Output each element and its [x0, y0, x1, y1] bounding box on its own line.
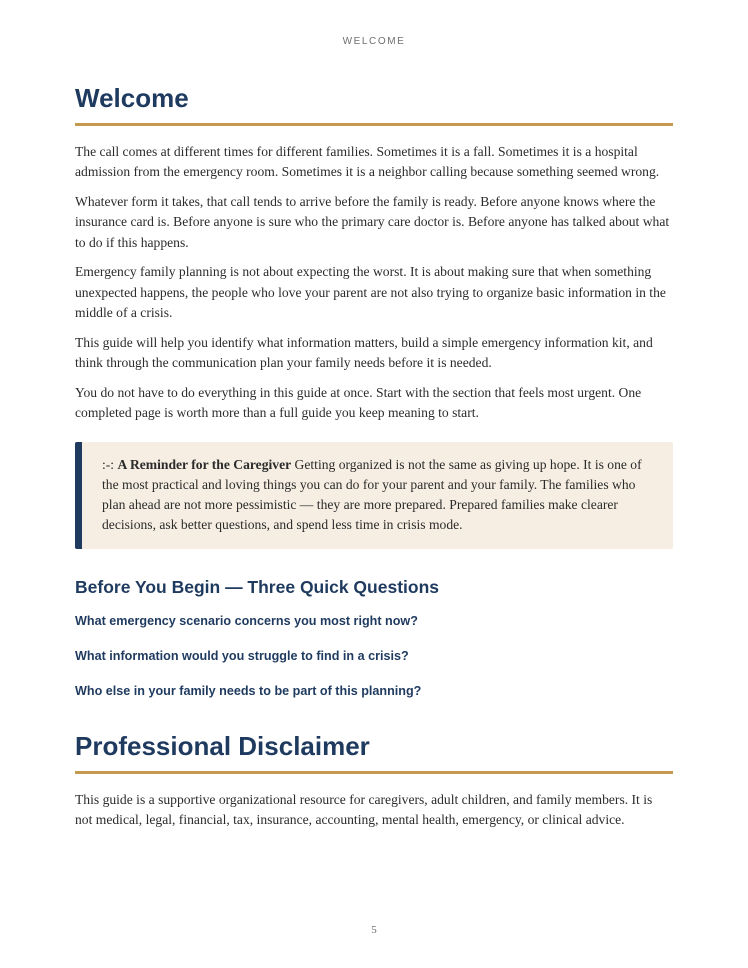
section-title-disclaimer: Professional Disclaimer — [75, 726, 673, 774]
page-content — [75, 78, 673, 840]
welcome-paragraph-4: This guide will help you identify what information matters, build a simple emergency information kit, and think through the communication plan your family needs before it is needed. — [75, 334, 653, 371]
page-number: 5 — [371, 924, 377, 936]
disclaimer-paragraph: This guide is a supportive organizational resource for caregivers, adult children, and family members. It is not medical, legal, financial, tax, insurance, accounting, mental health, emergency, or clinical advice. — [75, 791, 653, 828]
question-item-1: What emergency scenario concerns you most right now? — [75, 613, 418, 628]
question-item-3: Who else in your family needs to be part of this planning? — [75, 683, 422, 698]
caregiver-reminder-callout — [75, 442, 673, 549]
welcome-paragraph-5: You do not have to do everything in this guide at once. Start with the section that feels most urgent. One completed page is worth more than a full guide you keep meaning to start. — [75, 384, 642, 421]
callout-prefix: :-: — [102, 456, 118, 472]
running-header: WELCOME — [342, 36, 406, 47]
welcome-paragraph-3: Emergency family planning is not about expecting the worst. It is about making sure that when something unexpected happens, the people who love your parent are not also trying to organize basic information in the middle of a crisis. — [75, 264, 666, 321]
callout-lead: A Reminder for the Caregiver — [117, 456, 292, 472]
questions-heading: Before You Begin — Three Quick Questions — [75, 576, 440, 597]
section-title-welcome: Welcome — [75, 78, 673, 126]
welcome-paragraph-2: Whatever form it takes, that call tends to arrive before the family is ready. Before anyone knows where the insurance card is. Before anyone is sure who the primary care doctor is. Before anyone has talked about what to do if this happens. — [75, 194, 670, 250]
welcome-paragraph-1: The call comes at different times for different families. Sometimes it is a fall. Sometimes it is a hospital admission from the emergency room. Sometimes it is a neighbor calling because something seemed wrong. — [75, 144, 660, 180]
callout-text: Getting organized is not the same as giving up hope. It is one of the most practical and loving things you can do for your parent and your family. The families who plan ahead are not more pessimistic — they are more prepared. Prepared families make clearer decisions, ask better questions, and spend less time in crisis mode. — [102, 456, 642, 533]
question-item-2: What information would you struggle to find in a crisis? — [75, 648, 409, 663]
